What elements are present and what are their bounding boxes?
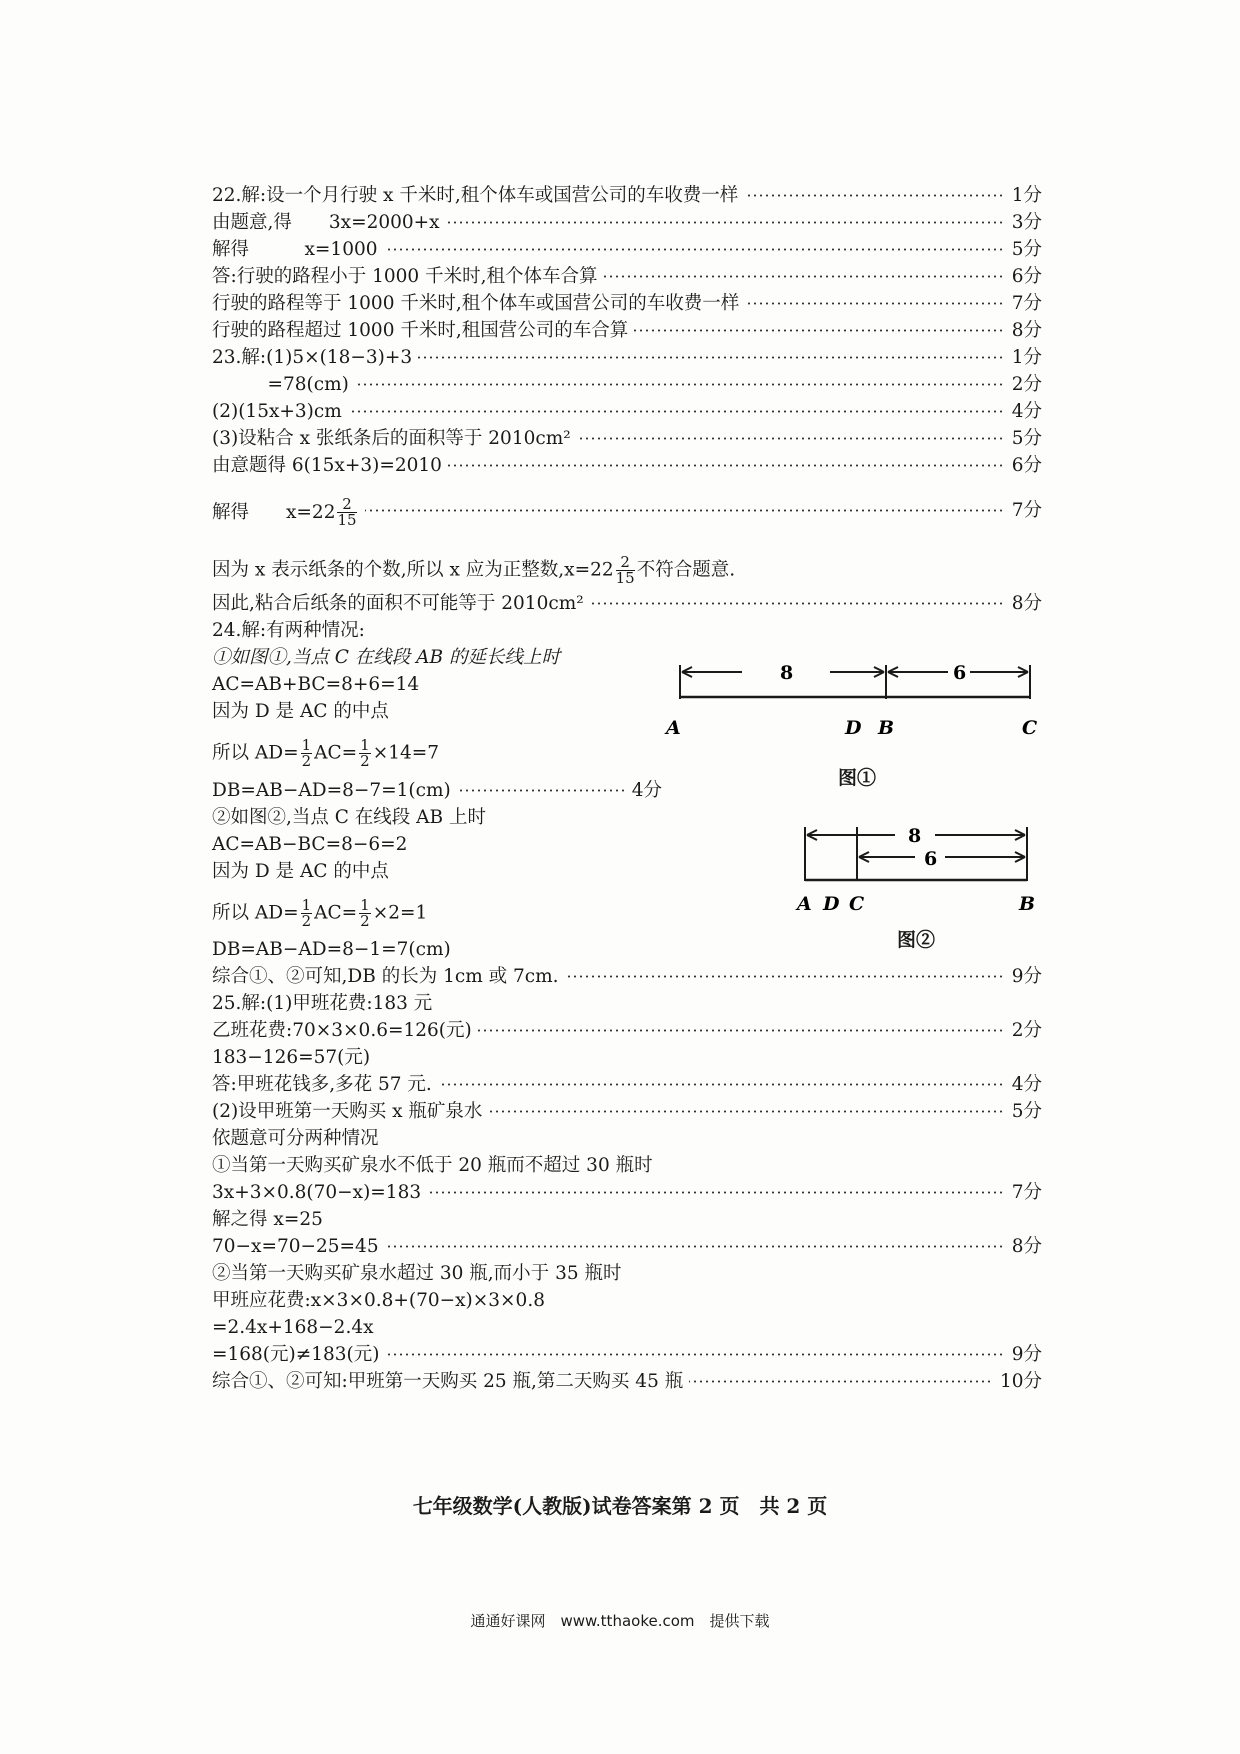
q25-line-7: ①当第一天购买矿泉水不低于 20 瓶而不超过 30 瓶时 — [212, 1155, 653, 1176]
score-mark: 8分 — [1006, 1233, 1042, 1260]
q24-line-3: AC=AB+BC=8+6=14 — [212, 674, 420, 695]
q25-line-6: 依题意可分两种情况 — [212, 1128, 379, 1149]
figure-1-svg — [666, 655, 1050, 755]
fraction-half: $\frac{1}{2}$ — [301, 736, 312, 770]
q23-line-8: 因此,粘合后纸条的面积不可能等于 2010cm² 8分 — [212, 590, 1042, 617]
score-mark: 1分 — [1006, 344, 1042, 371]
fraction: $\frac{2}{15}$ — [615, 553, 635, 587]
fraction-half: $\frac{1}{2}$ — [360, 736, 370, 770]
figure-1-caption: 图① — [838, 767, 877, 789]
q24-line-9: 因为 D 是 AC 的中点 — [212, 861, 389, 882]
q23-line-3: (2)(15x+3)cm 4分 — [212, 398, 1042, 425]
q23-line-5: 由意题得 6(15x+3)=2010 6分 — [212, 452, 1042, 479]
q24-line-5: 所以 AD= $\frac{1}{2}$ AC= $\frac{1}{2}$ ×14=7 — [212, 736, 440, 770]
score-mark: 8分 — [1006, 590, 1042, 617]
q25-line-5: (2)设甲班第一天购买 x 瓶矿泉水 5分 — [212, 1098, 1042, 1125]
score-mark: 8分 — [1006, 317, 1042, 344]
score-mark: 1分 — [1006, 182, 1042, 209]
score-mark: 5分 — [1006, 1098, 1042, 1125]
length-label-ab: 8 — [780, 662, 794, 684]
q23-line-6: 解得 x=22 $\frac{2}{15}$ 7分 — [212, 495, 1042, 529]
fraction-half: $\frac{1}{2}$ — [301, 896, 312, 930]
q23-line-4: (3)设粘合 x 张纸条后的面积等于 2010cm² 5分 — [212, 425, 1042, 452]
q24-line-1: 24.解:有两种情况: — [212, 620, 365, 641]
score-mark: 7分 — [1006, 1179, 1042, 1206]
point-label-b: B — [1019, 893, 1036, 915]
q25-line-8: 3x+3×0.8(70−x)=183 7分 — [212, 1179, 1042, 1206]
q24-line-12: 综合①、②可知,DB 的长为 1cm 或 7cm. 9分 — [212, 963, 1042, 990]
q24-line-4: 因为 D 是 AC 的中点 — [212, 701, 389, 722]
q24-line-10: 所以 AD= $\frac{1}{2}$ AC= $\frac{1}{2}$ ×2=1 — [212, 896, 428, 930]
q25-line-2: 乙班花费:70×3×0.6=126(元) 2分 — [212, 1017, 1042, 1044]
fraction-half: $\frac{1}{2}$ — [360, 896, 370, 930]
q25-line-1: 25.解:(1)甲班花费:183 元 — [212, 993, 433, 1014]
q24-line-8: AC=AB−BC=8−6=2 — [212, 834, 408, 855]
score-mark: 6分 — [1006, 263, 1042, 290]
score-mark: 6分 — [1006, 452, 1042, 479]
point-label-d: D — [845, 717, 862, 739]
score-mark: 4分 — [626, 777, 662, 804]
q22-line-4: 答:行驶的路程小于 1000 千米时,租个体车合算 6分 — [212, 263, 1042, 290]
figure-2-diagram — [795, 815, 1055, 915]
figure-1-diagram — [666, 655, 1050, 755]
score-mark: 9分 — [1006, 1341, 1042, 1368]
score-mark: 5分 — [1006, 236, 1042, 263]
q22-line-5: 行驶的路程等于 1000 千米时,租个体车或国营公司的车收费一样 7分 — [212, 290, 1042, 317]
fraction: $\frac{2}{15}$ — [337, 495, 357, 529]
q24-line-7: ②如图②,当点 C 在线段 AB 上时 — [212, 807, 487, 828]
q22-line-1: 22.解:设一个月行驶 x 千米时,租个体车或国营公司的车收费一样 1分 — [212, 182, 1042, 209]
q25-line-11: ②当第一天购买矿泉水超过 30 瓶,而小于 35 瓶时 — [212, 1263, 622, 1284]
q24-line-6: DB=AB−AD=8−7=1(cm) 4分 — [212, 777, 662, 804]
q23-line-7: 因为 x 表示纸条的个数,所以 x 应为正整数,x=22 $\frac{2}{15}$ 不符合题意. — [212, 553, 736, 587]
download-source-credit: 通通好课网 www.tthaoke.com 提供下载 — [470, 1612, 770, 1630]
q25-line-4: 答:甲班花钱多,多花 57 元. 4分 — [212, 1071, 1042, 1098]
score-mark: 2分 — [1006, 371, 1042, 398]
q24-line-2: ①如图①,当点 C 在线段 AB 的延长线上时 — [212, 647, 561, 668]
q22-line-2: 由题意,得 3x=2000+x 3分 — [212, 209, 1042, 236]
point-label-a: A — [797, 893, 812, 915]
q22-line-6: 行驶的路程超过 1000 千米时,租国营公司的车合算 8分 — [212, 317, 1042, 344]
score-mark: 10分 — [994, 1368, 1042, 1395]
q25-line-15: 综合①、②可知:甲班第一天购买 25 瓶,第二天购买 45 瓶 10分 — [212, 1368, 1042, 1395]
score-mark: 4分 — [1006, 1071, 1042, 1098]
score-mark: 2分 — [1006, 1017, 1042, 1044]
q23-line-1: 23.解:(1)5×(18−3)+3 1分 — [212, 344, 1042, 371]
q24-line-11: DB=AB−AD=8−1=7(cm) — [212, 939, 451, 960]
q25-line-3: 183−126=57(元) — [212, 1047, 371, 1068]
score-mark: 9分 — [1006, 963, 1042, 990]
point-label-a: A — [666, 717, 681, 739]
point-label-d: D — [823, 893, 840, 915]
q25-line-13: =2.4x+168−2.4x — [212, 1317, 374, 1338]
page-footer-title: 七年级数学(人教版)试卷答案第 2 页 共 2 页 — [412, 1494, 828, 1518]
q25-line-10: 70−x=70−25=45 8分 — [212, 1233, 1042, 1260]
length-label-ab: 8 — [908, 825, 922, 847]
length-label-bc: 6 — [953, 662, 967, 684]
q25-line-12: 甲班应花费:x×3×0.8+(70−x)×3×0.8 — [212, 1290, 545, 1311]
figure-2-caption: 图② — [897, 929, 936, 951]
score-mark: 4分 — [1006, 398, 1042, 425]
score-mark: 3分 — [1006, 209, 1042, 236]
q23-line-2: =78(cm) 2分 — [212, 371, 1042, 398]
q25-line-14: =168(元)≠183(元) 9分 — [212, 1341, 1042, 1368]
q22-line-3: 解得 x=1000 5分 — [212, 236, 1042, 263]
point-label-c: C — [1022, 717, 1038, 739]
length-label-bc: 6 — [924, 848, 938, 870]
point-label-b: B — [878, 717, 895, 739]
score-mark: 7分 — [1006, 290, 1042, 317]
point-label-c: C — [849, 893, 865, 915]
figure-2-svg — [795, 815, 1055, 915]
score-mark: 5分 — [1006, 425, 1042, 452]
score-mark: 7分 — [1006, 497, 1042, 524]
q25-line-9: 解之得 x=25 — [212, 1209, 323, 1230]
